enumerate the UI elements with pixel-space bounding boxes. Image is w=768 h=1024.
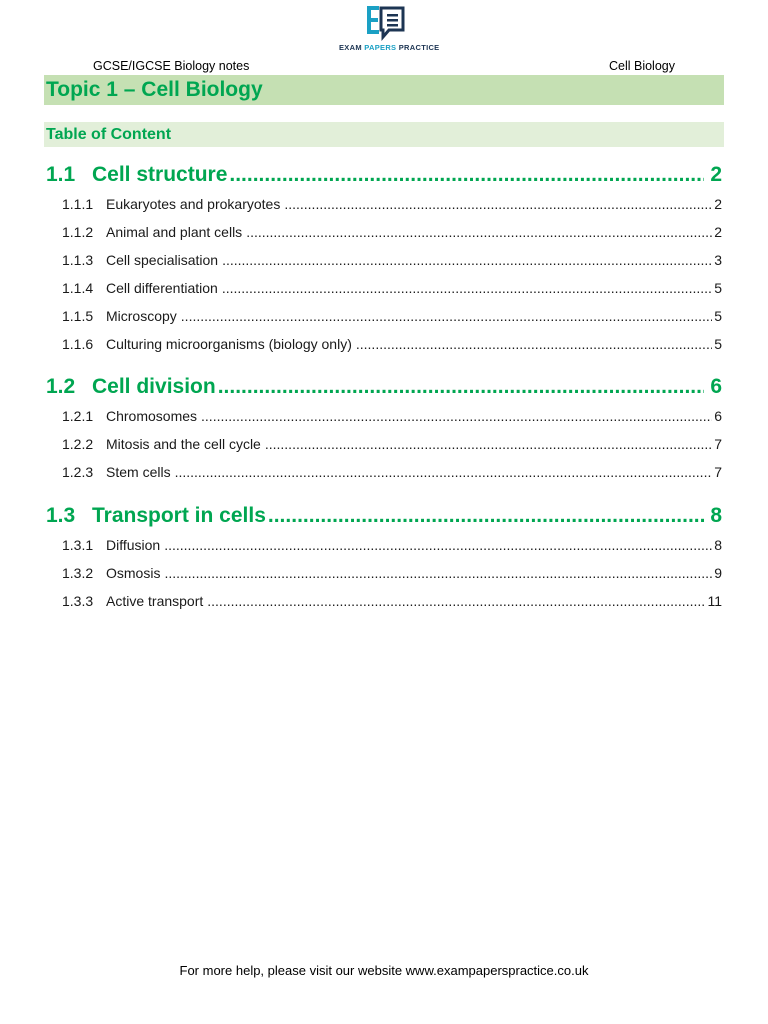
toc-entry[interactable]: 1.1.2 Animal and plant cells ..... 2 [62, 224, 722, 252]
logo-icon [363, 4, 407, 42]
toc-entry[interactable]: 1.3.3 Active transport ..... 11 [62, 593, 722, 621]
toc-heading[interactable]: 1.2 Cell division ..... 6 [46, 375, 722, 399]
toc-entry[interactable]: 1.3.1 Diffusion ..... 8 [62, 537, 722, 565]
toc-section-1-3 [46, 504, 722, 621]
toc-entry[interactable]: 1.2.1 Chromosomes ..... 6 [62, 408, 722, 436]
toc-title-bar [44, 122, 724, 147]
toc-entry[interactable]: 1.1.5 Microscopy ..... 5 [62, 308, 722, 336]
footer-text: For more help, please visit our website www.exampaperspractice.co.uk [179, 963, 589, 978]
toc-entry[interactable]: 1.2.2 Mitosis and the cell cycle ..... 7 [62, 436, 722, 464]
header-left: GCSE/IGCSE Biology notes [93, 59, 250, 73]
toc-entry[interactable]: 1.1.1 Eukaryotes and prokaryotes ..... 2 [62, 196, 722, 224]
toc-section-1-1 [46, 163, 722, 364]
toc-entry[interactable]: 1.1.6 Culturing microorganisms (biology only) ..... 5 [62, 336, 722, 364]
toc-heading[interactable]: 1.1 Cell structure ..... 2 [46, 163, 722, 187]
topic-title: Topic 1 – Cell Biology [46, 78, 263, 101]
toc-entry[interactable]: 1.2.3 Stem cells ..... 7 [62, 464, 722, 492]
logo-wordmark: EXAM PAPERS PRACTICE [339, 43, 440, 52]
toc-entry[interactable]: 1.1.4 Cell differentiation ..... 5 [62, 280, 722, 308]
toc-heading[interactable]: 1.3 Transport in cells ..... 8 [46, 504, 722, 528]
logo [339, 4, 440, 56]
toc-section-1-2 [46, 375, 722, 492]
toc-entry[interactable]: 1.3.2 Osmosis ..... 9 [62, 565, 722, 593]
toc-entry[interactable]: 1.1.3 Cell specialisation ..... 3 [62, 252, 722, 280]
toc-title: Table of Content [46, 126, 172, 143]
topic-title-bar [44, 75, 724, 105]
header-right: Cell Biology [608, 59, 675, 73]
